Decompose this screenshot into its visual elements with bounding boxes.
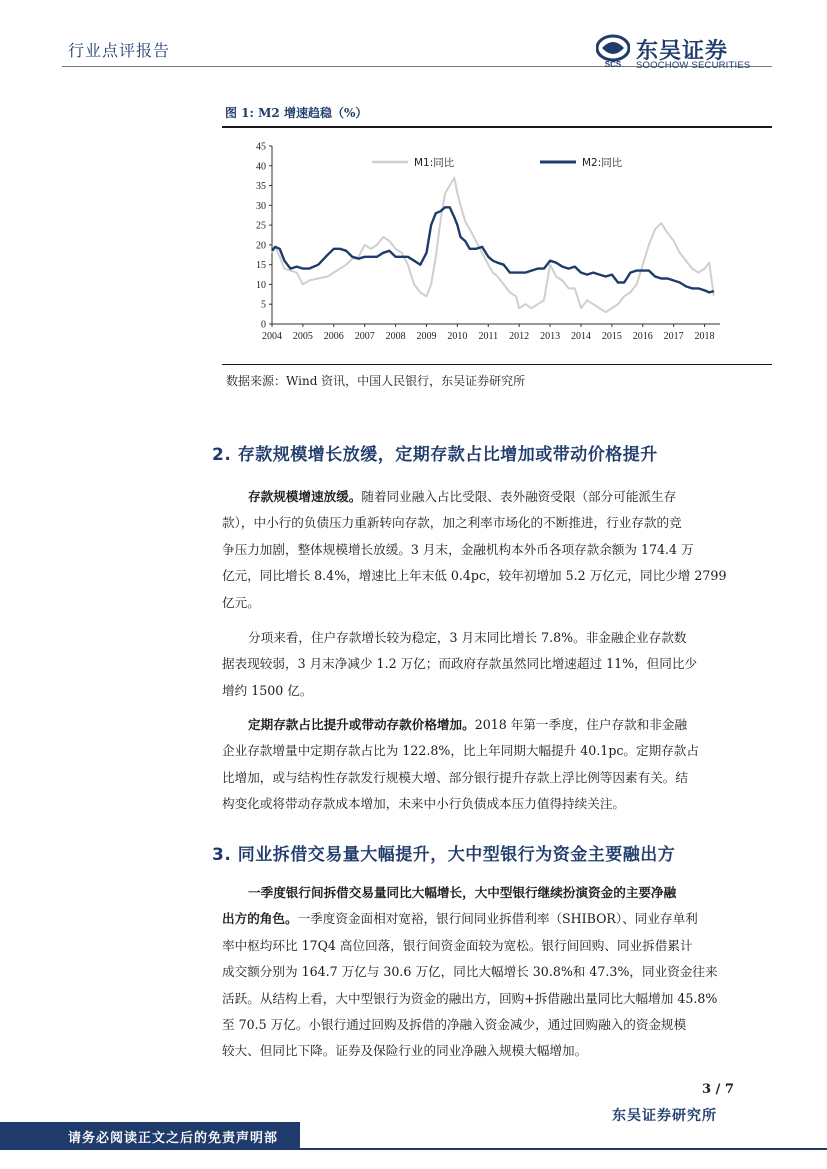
paragraph-line: 增约 1500 亿。 <box>222 682 313 698</box>
paragraph-line: 构变化或将带动存款成本增加，未来中小行负债成本压力值得持续关注。 <box>222 796 625 812</box>
paragraph-line: 比增加，或与结构性存款发行规模大增、部分银行提升存款上浮比例等因素有关。结 <box>222 769 688 785</box>
x-tick-label: 2015 <box>601 331 622 342</box>
paragraph-interbank <box>222 880 772 1065</box>
x-tick-label: 2008 <box>385 331 406 342</box>
y-tick-label: 30 <box>256 200 266 212</box>
x-tick-label: 2006 <box>323 331 344 342</box>
series-line-m1 <box>272 178 714 313</box>
paragraph-line: 较大、但同比下降。证券及保险行业的同业净融入规模大幅增加。 <box>222 1043 588 1059</box>
x-tick-label: 2011 <box>478 331 499 342</box>
x-tick-label: 2013 <box>540 331 561 342</box>
paragraph-text: 2018 年第一季度，住户存款和非金融 <box>474 717 688 732</box>
y-tick-label: 10 <box>256 279 266 291</box>
paragraph-line: 亿元，同比增长 8.4%，增速比上年末低 0.4pc，较年初增加 5.2 万亿元，同比少增 2799 <box>222 568 727 584</box>
paragraph-line: 企业存款增量中定期存款占比为 122.8%，比上年同期大幅提升 40.1pc。定期存款占 <box>222 743 699 759</box>
figure-bottom-rule <box>222 364 772 365</box>
x-tick-label: 2012 <box>509 331 530 342</box>
paragraph-line <box>222 484 772 510</box>
brand-name-en: SOOCHOW SECURITIES <box>636 60 751 71</box>
y-tick-label: 5 <box>261 299 266 311</box>
y-tick-label: 20 <box>256 240 266 252</box>
paragraph-time-deposit <box>222 712 772 818</box>
paragraph-text: 一季度资金面相对宽裕，银行间同业拆借利率（SHIBOR）、同业存单利 <box>297 911 698 927</box>
m2-growth-line-chart <box>222 130 772 362</box>
paragraph-line: 至 70.5 万亿。小银行通过回购及拆借的净融入资金减少，通过回购融入的资金规模 <box>222 1017 687 1033</box>
paragraph-lead: 出方的角色。 <box>222 911 298 927</box>
x-tick-label: 2009 <box>416 331 437 342</box>
x-tick-label: 2010 <box>447 331 468 342</box>
x-tick-label: 2007 <box>354 331 375 342</box>
paragraph-line: 款），中小行的负债压力重新转向存款，加之利率市场化的不断推进，行业存款的竞 <box>222 515 682 531</box>
footer-disclaimer: 请务必阅读正文之后的免责声明部 <box>68 1131 279 1146</box>
paragraph-deposit-breakdown <box>222 625 772 704</box>
paragraph-line: 分项来看，住户存款增长较为稳定，3 月末同比增长 7.8%。非金融企业存款数 <box>248 630 687 645</box>
page-number: 3 / 7 <box>702 1082 734 1097</box>
x-tick-label: 2014 <box>570 331 591 342</box>
figure-top-rule <box>222 126 772 128</box>
y-tick-label: 25 <box>256 220 266 232</box>
brand-mark-icon <box>596 34 630 68</box>
figure-title: 图 1: M2 增速趋稳（%） <box>225 106 368 120</box>
y-tick-label: 0 <box>261 319 266 331</box>
figure-source: 数据来源：Wind 资讯，中国人民银行，东吴证券研究所 <box>226 374 526 388</box>
y-tick-label: 15 <box>256 260 266 272</box>
brand-name-cn: 东吴证券 <box>636 39 729 64</box>
x-tick-label: 2018 <box>694 331 715 342</box>
y-tick-label: 35 <box>256 181 266 193</box>
footer-rule <box>300 1148 827 1150</box>
y-tick-label: 45 <box>256 141 266 153</box>
legend-label-m2: M2:同比 <box>582 157 623 169</box>
x-tick-label: 2005 <box>292 331 313 342</box>
paragraph-lead: 定期存款占比提升或带动存款价格增加。 <box>248 717 475 732</box>
x-tick-label: 2017 <box>663 331 684 342</box>
paragraph-line: 据表现较弱，3 月末净减少 1.2 万亿；而政府存款虽然同比增速超过 11%，但同比少 <box>222 656 698 672</box>
brand-logo <box>596 34 766 74</box>
x-tick-label: 2016 <box>632 331 653 342</box>
legend-label-m1: M1:同比 <box>414 157 455 169</box>
paragraph-lead: 存款规模增速放缓。 <box>248 489 362 504</box>
paragraph-line <box>222 712 772 738</box>
paragraph-line <box>222 880 772 906</box>
footer-org: 东吴证券研究所 <box>612 1108 717 1124</box>
paragraph-text: 随着同业融入占比受限、表外融资受限（部分可能派生存 <box>361 489 677 504</box>
y-tick-label: 40 <box>256 161 266 173</box>
section-heading-interbank: 3. 同业拆借交易量大幅提升，大中型银行为资金主要融出方 <box>212 845 676 865</box>
paragraph-deposit-growth <box>222 484 772 616</box>
x-tick-label: 2004 <box>262 331 282 342</box>
paragraph-line <box>222 906 772 932</box>
paragraph-line: 率中枢均环比 17Q4 高位回落，银行间资金面较为宽松。银行间回购、同业拆借累计 <box>222 937 693 953</box>
paragraph-line: 成交额分别为 164.7 万亿与 30.6 万亿，同比大幅增长 30.8%和 47.3%，同业资金往来 <box>222 964 718 980</box>
section-heading-deposits: 2. 存款规模增长放缓，定期存款占比增加或带动价格提升 <box>212 445 658 465</box>
paragraph-lead: 一季度银行间拆借交易量同比大幅增长，大中型银行继续扮演资金的主要净融 <box>248 885 677 900</box>
paragraph-line: 亿元。 <box>222 594 260 610</box>
brand-abbr: SCS <box>604 60 622 68</box>
paragraph-line: 争压力加剧，整体规模增长放缓。3 月末，金融机构本外币各项存款余额为 174.4 万 <box>222 541 694 557</box>
paragraph-line: 活跃。从结构上看，大中型银行为资金的融出方，回购+拆借融出量同比大幅增加 45.8% <box>222 990 718 1006</box>
report-type-label: 行业点评报告 <box>68 41 171 60</box>
